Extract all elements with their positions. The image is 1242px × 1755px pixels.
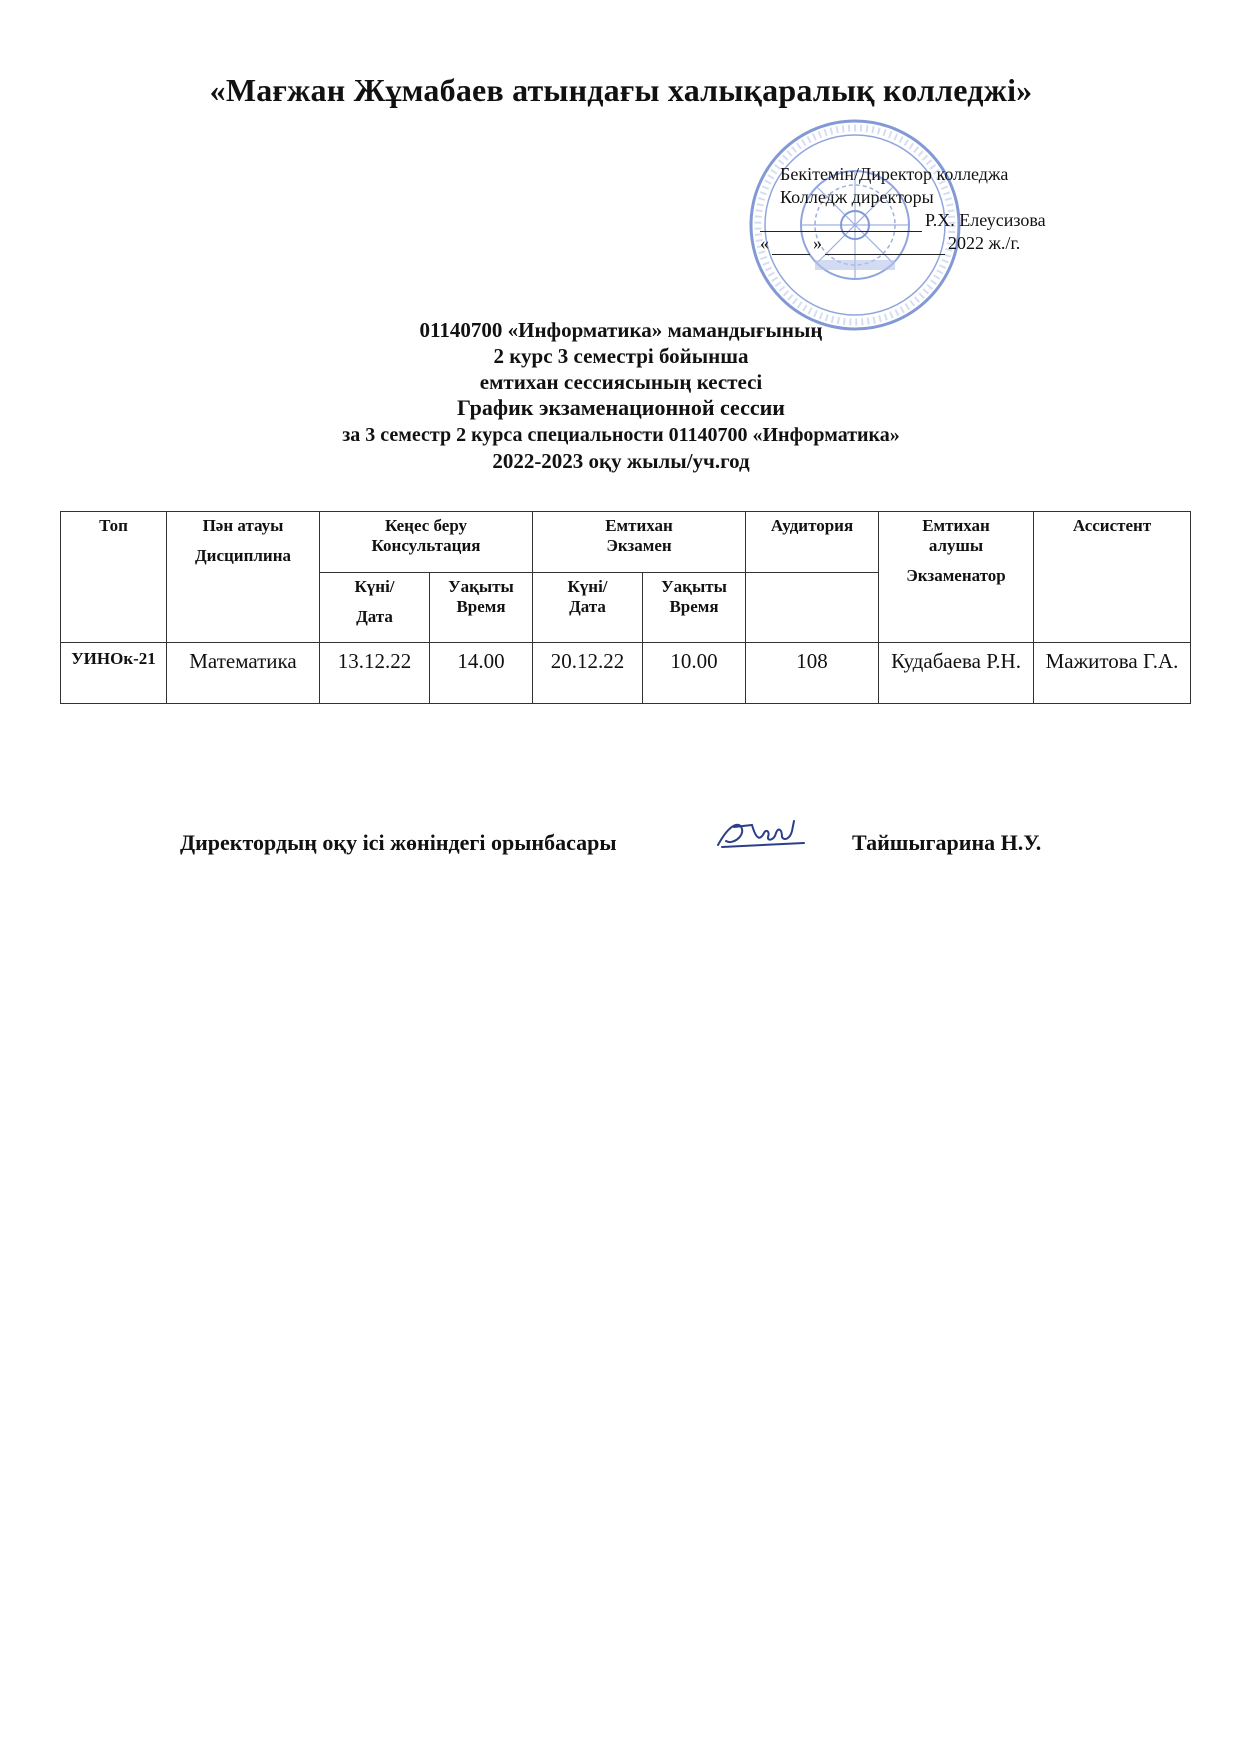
- director-name: Р.Х. Елеусизова: [925, 210, 1046, 230]
- cell-consult-date: 13.12.22: [320, 643, 430, 704]
- cell-group: УИНОк-21: [61, 643, 167, 704]
- header-discipline: Пән атауы Дисциплина: [167, 512, 320, 643]
- header-consult-date: Күні/ Дата: [320, 573, 430, 643]
- signature-blank: [760, 215, 922, 232]
- header-consult-time: Уақыты Время: [430, 573, 533, 643]
- cell-consult-time: 14.00: [430, 643, 533, 704]
- college-title: «Мағжан Жұмабаев атындағы халықаралық колледжі»: [209, 72, 1033, 108]
- approval-year: 2022 ж./г.: [948, 233, 1021, 253]
- cell-exam-date: 20.12.22: [533, 643, 643, 704]
- header-consultation: Кеңес беру Консультация: [320, 512, 533, 573]
- header-exam: Емтихан Экзамен: [533, 512, 746, 573]
- handwritten-signature-icon: [712, 815, 812, 855]
- title-line-2: 2 курс 3 семестрі бойынша: [493, 344, 749, 368]
- title-line-1: 01140700 «Информатика» мамандығының: [419, 318, 823, 342]
- header-group: Топ: [61, 512, 167, 643]
- approval-director: [760, 209, 1068, 232]
- header-assistant: Ассистент: [1034, 512, 1191, 643]
- header-auditorium-empty: [746, 573, 879, 643]
- title-line-5: за 3 семестр 2 курса специальности 01140700 «Информатика»: [342, 424, 900, 446]
- cell-examiner: Кудабаева Р.Н.: [879, 643, 1034, 704]
- header-exam-time: Уақыты Время: [643, 573, 746, 643]
- approval-subtitle: Колледж директоры: [780, 187, 934, 207]
- header-examiner: Емтихан алушы Экзаменатор: [879, 512, 1034, 643]
- header-auditorium: Аудитория: [746, 512, 879, 573]
- header-exam-date: Күні/ Дата: [533, 573, 643, 643]
- title-line-4: График экзаменационной сессии: [457, 395, 785, 420]
- table-row: [61, 643, 1191, 704]
- cell-auditorium: 108: [746, 643, 879, 704]
- footer-name: Тайшыгарина Н.У.: [852, 830, 1042, 855]
- month-blank: [825, 238, 945, 255]
- approval-title: Бекітемін/Директор колледжа: [780, 164, 1009, 184]
- exam-schedule-table: [60, 511, 1191, 704]
- approval-date: [760, 232, 1068, 255]
- cell-assistant: Мажитова Г.А.: [1034, 643, 1191, 704]
- title-line-6: 2022-2023 оқу жылы/уч.год: [492, 449, 750, 473]
- cell-exam-time: 10.00: [643, 643, 746, 704]
- quote-open: «: [760, 233, 769, 253]
- cell-discipline: Математика: [167, 643, 320, 704]
- day-blank: [772, 238, 810, 255]
- quote-close: »: [813, 233, 822, 253]
- footer-position: Директордың оқу ісі жөніндегі орынбасары: [180, 830, 617, 855]
- title-line-3: емтихан сессиясының кестесі: [479, 370, 763, 394]
